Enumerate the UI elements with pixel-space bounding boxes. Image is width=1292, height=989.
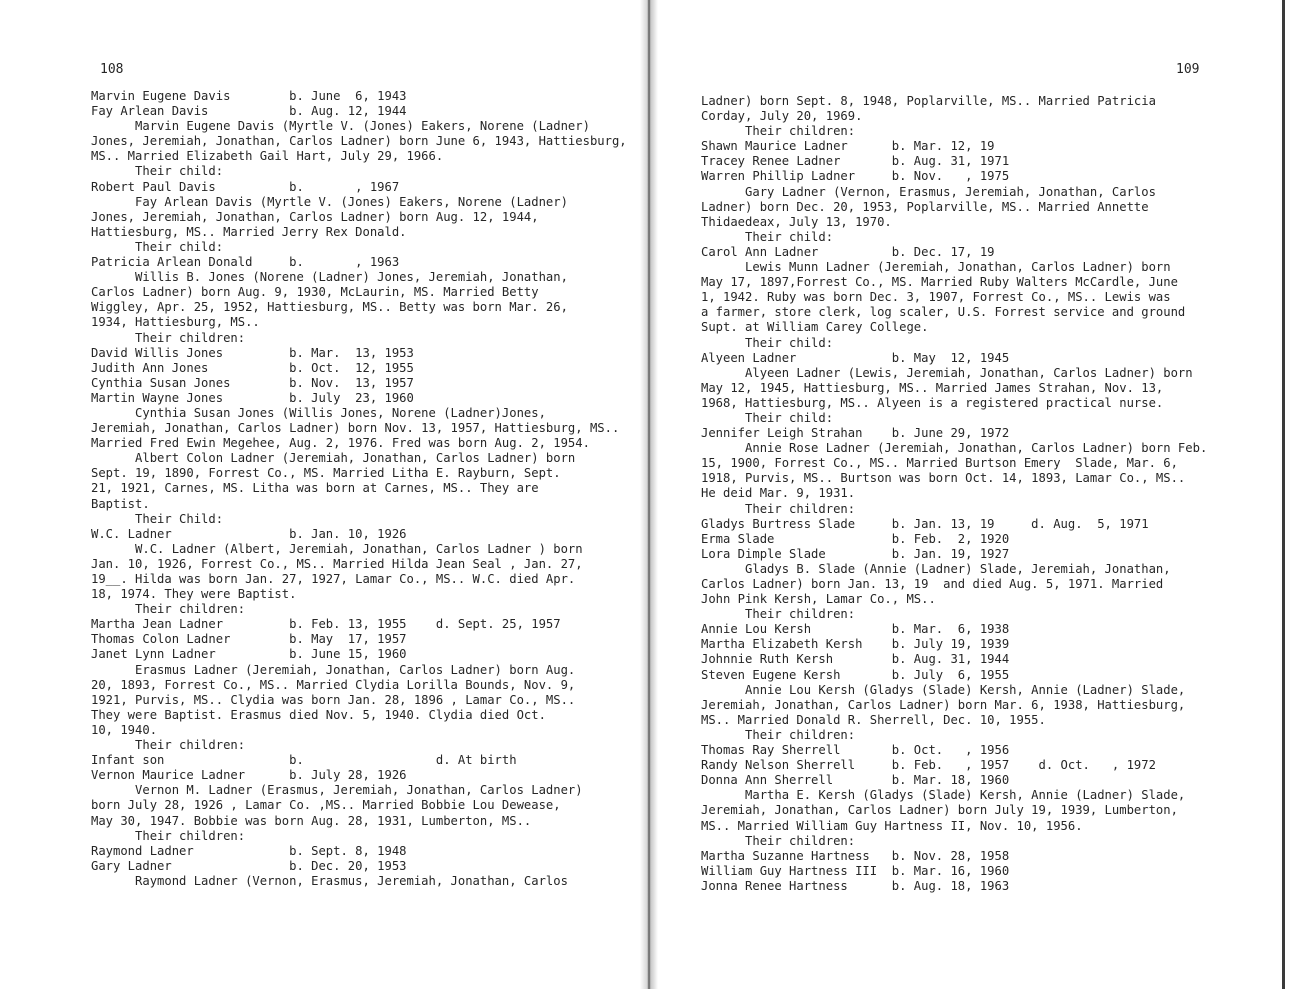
- text-line: Carlos Ladner) born Aug. 9, 1930, McLaurin, MS. Married Betty: [91, 285, 539, 300]
- text-line: Annie Lou Kersh (Gladys (Slade) Kersh, Annie (Ladner) Slade,: [701, 682, 1186, 697]
- text-line: W.C. Ladner (Albert, Jeremiah, Jonathan, Carlos Ladner ) born: [91, 541, 583, 556]
- text-line: Gary Ladner (Vernon, Erasmus, Jeremiah, Jonathan, Carlos: [701, 184, 1156, 199]
- text-line: 1918, Purvis, MS.. Burtson was born Oct. 14, 1893, Lamar Co., MS..: [701, 471, 1186, 486]
- text-line: Ladner) born Sept. 8, 1948, Poplarville, MS.. Married Patricia: [701, 94, 1156, 108]
- text-line: Wiggley, Apr. 25, 1952, Hattiesburg, MS.. Betty was born Mar. 26,: [91, 300, 568, 315]
- text-line: Jones, Jeremiah, Jonathan, Carlos Ladner) born June 6, 1943, Hattiesburg,: [91, 134, 627, 149]
- text-line: Vernon Maurice Ladner b. July 28, 1926: [91, 768, 407, 783]
- text-line: John Pink Kersh, Lamar Co., MS..: [701, 592, 936, 607]
- text-line: Martin Wayne Jones b. July 23, 1960: [91, 390, 414, 405]
- text-line: born July 28, 1926 , Lamar Co. ,MS.. Married Bobbie Lou Dewease,: [91, 798, 561, 813]
- text-line: May 17, 1897,Forrest Co., MS. Married Ruby Walters McCardle, June: [701, 275, 1178, 290]
- text-line: They were Baptist. Erasmus died Nov. 5, 1940. Clydia died Oct.: [91, 707, 546, 722]
- text-line: 20, 1893, Forrest Co., MS.. Married Clydia Lorilla Bounds, Nov. 9,: [91, 677, 576, 692]
- text-line: Marvin Eugene Davis (Myrtle V. (Jones) Eakers, Norene (Ladner): [91, 119, 590, 134]
- left-page-text: [91, 89, 627, 889]
- text-line: 1934, Hattiesburg, MS..: [91, 315, 260, 330]
- text-line: Lora Dimple Slade b. Jan. 19, 1927: [701, 546, 1010, 561]
- text-line: Steven Eugene Kersh b. July 6, 1955: [701, 667, 1010, 682]
- text-line: Supt. at William Carey College.: [701, 320, 929, 335]
- text-line: Vernon M. Ladner (Erasmus, Jeremiah, Jonathan, Carlos Ladner): [91, 783, 583, 798]
- text-line: Corday, July 20, 1969.: [701, 109, 863, 124]
- page-number-right: 109: [1176, 62, 1200, 77]
- text-line: MS.. Married Donald R. Sherrell, Dec. 10, 1955.: [701, 712, 1046, 727]
- text-line: W.C. Ladner b. Jan. 10, 1926: [91, 526, 407, 541]
- text-line: 19__. Hilda was born Jan. 27, 1927, Lamar Co., MS.. W.C. died Apr.: [91, 572, 576, 586]
- text-line: Albert Colon Ladner (Jeremiah, Jonathan, Carlos Ladner) born: [91, 451, 576, 466]
- text-line: Erma Slade b. Feb. 2, 1920: [701, 531, 1010, 546]
- text-line: Gladys B. Slade (Annie (Ladner) Slade, Jeremiah, Jonathan,: [701, 561, 1171, 576]
- text-line: Carlos Ladner) born Jan. 13, 19 and died Aug. 5, 1971. Married: [701, 577, 1164, 591]
- text-line: Their child:: [701, 335, 834, 350]
- text-line: Their children:: [91, 330, 246, 345]
- text-line: Baptist.: [91, 496, 150, 511]
- text-line: Their child:: [701, 410, 834, 425]
- text-line: Raymond Ladner (Vernon, Erasmus, Jeremiah, Jonathan, Carlos: [91, 873, 568, 888]
- text-line: Jonna Renee Hartness b. Aug. 18, 1963: [701, 878, 1010, 893]
- text-line: Johnnie Ruth Kersh b. Aug. 31, 1944: [701, 652, 1010, 667]
- text-line: Tracey Renee Ladner b. Aug. 31, 1971: [701, 154, 1010, 169]
- text-line: Thidaedeax, July 13, 1970.: [701, 214, 892, 229]
- text-line: Their children:: [91, 738, 246, 753]
- text-line: Raymond Ladner b. Sept. 8, 1948: [91, 843, 407, 858]
- text-line: Martha Jean Ladner b. Feb. 13, 1955 d. Sept. 25, 1957: [91, 617, 561, 632]
- text-line: MS.. Married William Guy Hartness II, Nov. 10, 1956.: [701, 818, 1083, 833]
- text-line: Cynthia Susan Jones b. Nov. 13, 1957: [91, 375, 414, 390]
- text-line: Their children:: [91, 602, 246, 617]
- text-line: Their children:: [701, 833, 856, 848]
- text-line: Patricia Arlean Donald b. , 1963: [91, 255, 400, 270]
- text-line: Fay Arlean Davis b. Aug. 12, 1944: [91, 104, 407, 119]
- text-line: a farmer, store clerk, log scaler, U.S. Forrest service and ground: [701, 305, 1186, 320]
- text-line: He deid Mar. 9, 1931.: [701, 486, 856, 501]
- text-line: May 30, 1947. Bobbie was born Aug. 28, 1931, Lumberton, MS..: [91, 813, 532, 828]
- text-line: Jeremiah, Jonathan, Carlos Ladner) born Nov. 13, 1957, Hattiesburg, MS..: [91, 421, 620, 436]
- text-line: 1921, Purvis, MS.. Clydia was born Jan. 28, 1896 , Lamar Co., MS..: [91, 692, 576, 707]
- text-line: Martha Suzanne Hartness b. Nov. 28, 1958: [701, 848, 1010, 863]
- text-line: Their child:: [91, 164, 224, 179]
- text-line: MS.. Married Elizabeth Gail Hart, July 29, 1966.: [91, 149, 444, 164]
- text-line: May 12, 1945, Hattiesburg, MS.. Married James Strahan, Nov. 13,: [701, 380, 1164, 395]
- text-line: Their children:: [91, 828, 246, 843]
- page-edge: [1282, 0, 1285, 989]
- text-line: 10, 1940.: [91, 722, 158, 737]
- text-line: 21, 1921, Carnes, MS. Litha was born at Carnes, MS.. They are: [91, 481, 539, 496]
- text-line: Their children:: [701, 124, 856, 139]
- text-line: Annie Rose Ladner (Jeremiah, Jonathan, Carlos Ladner) born Feb.: [701, 441, 1208, 456]
- text-line: Martha E. Kersh (Gladys (Slade) Kersh, Annie (Ladner) Slade,: [701, 788, 1186, 803]
- text-line: Robert Paul Davis b. , 1967: [91, 179, 400, 194]
- text-line: Thomas Ray Sherrell b. Oct. , 1956: [701, 743, 1010, 758]
- text-line: Jan. 10, 1926, Forrest Co., MS.. Married Hilda Jean Seal , Jan. 27,: [91, 556, 583, 571]
- text-line: Janet Lynn Ladner b. June 15, 1960: [91, 647, 407, 662]
- text-line: Martha Elizabeth Kersh b. July 19, 1939: [701, 637, 1010, 652]
- text-line: Their children:: [701, 607, 856, 622]
- text-line: Cynthia Susan Jones (Willis Jones, Norene (Ladner)Jones,: [91, 405, 546, 420]
- text-line: William Guy Hartness III b. Mar. 16, 1960: [701, 863, 1010, 878]
- text-line: Jeremiah, Jonathan, Carlos Ladner) born Mar. 6, 1938, Hattiesburg,: [701, 697, 1186, 712]
- text-line: Willis B. Jones (Norene (Ladner) Jones, Jeremiah, Jonathan,: [91, 270, 568, 285]
- text-line: Alyeen Ladner (Lewis, Jeremiah, Jonathan, Carlos Ladner) born: [701, 365, 1193, 380]
- right-page: [650, 0, 1292, 989]
- text-line: Thomas Colon Ladner b. May 17, 1957: [91, 632, 407, 647]
- page-number-left: 108: [100, 62, 124, 77]
- text-line: Lewis Munn Ladner (Jeremiah, Jonathan, Carlos Ladner) born: [701, 260, 1171, 275]
- text-line: Carol Ann Ladner b. Dec. 17, 19: [701, 244, 995, 259]
- text-line: Jeremiah, Jonathan, Carlos Ladner) born July 19, 1939, Lumberton,: [701, 803, 1178, 818]
- text-line: Infant son b. d. At birth: [91, 753, 517, 768]
- text-line: Alyeen Ladner b. May 12, 1945: [701, 350, 1010, 365]
- text-line: 15, 1900, Forrest Co., MS.. Married Burtson Emery Slade, Mar. 6,: [701, 456, 1178, 471]
- text-line: David Willis Jones b. Mar. 13, 1953: [91, 345, 414, 360]
- text-line: Their children:: [701, 501, 856, 516]
- text-line: Jones, Jeremiah, Jonathan, Carlos Ladner) born Aug. 12, 1944,: [91, 209, 539, 224]
- text-line: Judith Ann Jones b. Oct. 12, 1955: [91, 360, 414, 375]
- right-page-text: [701, 94, 1207, 894]
- text-line: 1968, Hattiesburg, MS.. Alyeen is a registered practical nurse.: [701, 395, 1164, 410]
- text-line: Ladner) born Dec. 20, 1953, Poplarville, MS.. Married Annette: [701, 199, 1149, 214]
- text-line: Erasmus Ladner (Jeremiah, Jonathan, Carlos Ladner) born Aug.: [91, 662, 576, 677]
- text-line: Sept. 19, 1890, Forrest Co., MS. Married Litha E. Rayburn, Sept.: [91, 466, 561, 481]
- text-line: 1, 1942. Ruby was born Dec. 3, 1907, Forrest Co., MS.. Lewis was: [701, 290, 1171, 305]
- text-line: Annie Lou Kersh b. Mar. 6, 1938: [701, 622, 1010, 637]
- text-line: Gary Ladner b. Dec. 20, 1953: [91, 858, 407, 873]
- text-line: Shawn Maurice Ladner b. Mar. 12, 19: [701, 139, 995, 154]
- text-line: Randy Nelson Sherrell b. Feb. , 1957 d. Oct. , 1972: [701, 758, 1156, 773]
- text-line: Fay Arlean Davis (Myrtle V. (Jones) Eakers, Norene (Ladner): [91, 194, 568, 209]
- text-line: Hattiesburg, MS.. Married Jerry Rex Donald.: [91, 224, 407, 239]
- text-line: Their child:: [701, 229, 834, 244]
- text-line: Donna Ann Sherrell b. Mar. 18, 1960: [701, 773, 1010, 788]
- text-line: Warren Phillip Ladner b. Nov. , 1975: [701, 169, 1010, 184]
- text-line: Their child:: [91, 239, 224, 254]
- text-line: Jennifer Leigh Strahan b. June 29, 1972: [701, 426, 1010, 441]
- text-line: Their Child:: [91, 511, 224, 526]
- text-line: Gladys Burtress Slade b. Jan. 13, 19 d. Aug. 5, 1971: [701, 516, 1149, 531]
- text-line: Their children:: [701, 727, 856, 742]
- text-line: Marvin Eugene Davis b. June 6, 1943: [91, 89, 407, 103]
- text-line: 18, 1974. They were Baptist.: [91, 587, 297, 602]
- text-line: Married Fred Ewin Megehee, Aug. 2, 1976. Fred was born Aug. 2, 1954.: [91, 436, 590, 451]
